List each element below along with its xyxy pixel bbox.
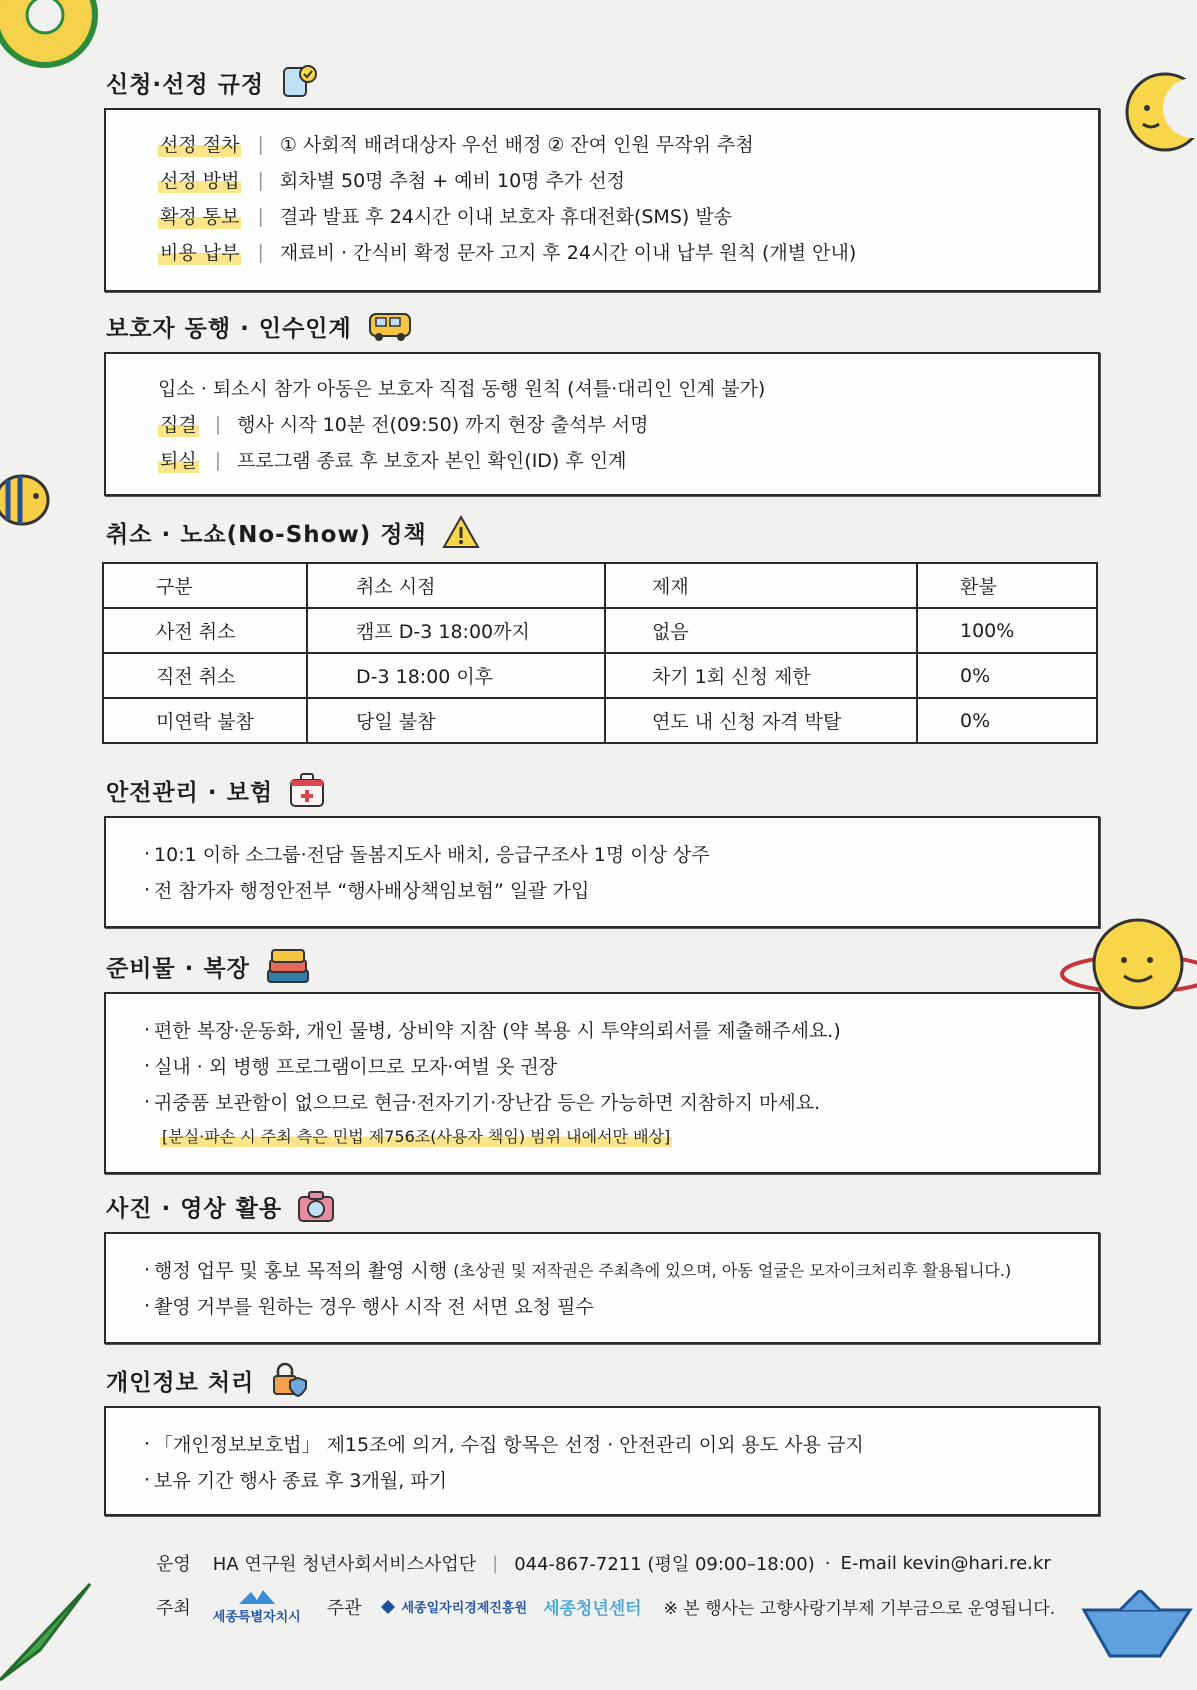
list-item (144, 1292, 594, 1319)
warning-icon (441, 514, 481, 550)
section-title-privacy (106, 1362, 308, 1398)
section-title-photo (106, 1188, 336, 1224)
list-item (144, 1016, 841, 1043)
bullet: · (144, 842, 151, 865)
selection-row (158, 166, 625, 193)
list-item-text: 보유 기간 행사 종료 후 3개월, 파기 (154, 1470, 448, 1492)
column-header: 제재 (605, 563, 917, 608)
divider: | (257, 240, 264, 263)
row-label: 퇴실 (158, 446, 199, 473)
table-cell: 0% (917, 698, 1097, 743)
row-label: 집결 (158, 410, 199, 437)
divider: | (257, 204, 264, 227)
divider: | (214, 412, 222, 435)
liability-note (160, 1124, 672, 1147)
section-title-text: 안전관리 · 보험 (106, 779, 274, 806)
table-cell: 없음 (605, 608, 917, 653)
section-title-guardian (106, 308, 414, 344)
list-item (144, 1088, 820, 1115)
list-item-text: 10:1 이하 소그룹·전담 돌봄지도사 배치, 응급구조사 1명 이상 상주 (154, 844, 710, 866)
section-title-text: 신청·선정 규정 (106, 71, 265, 98)
table-cell: 캠프 D-3 18:00까지 (307, 608, 605, 653)
bullet: · (144, 1432, 151, 1455)
contact-email[interactable]: E-mail kevin@hari.re.kr (840, 1552, 1051, 1574)
bullet: · (144, 1054, 151, 1077)
bullet: · (144, 1018, 151, 1041)
guardian-intro (158, 374, 765, 401)
operator-label: 운영 (156, 1554, 191, 1575)
list-item-text: 편한 복장·운동화, 개인 물병, 상비약 지참 (약 복용 시 투약의뢰서를 제출해주세요.) (154, 1020, 841, 1042)
list-item (144, 840, 710, 867)
lock-shield-icon (268, 1362, 308, 1398)
list-item-text: 귀중품 보관함이 없으므로 현금·전자기기·장난감 등은 가능하면 지참하지 마세요. (154, 1092, 821, 1114)
list-item-text: 「개인정보보호법」 제15조에 의거, 수집 항목은 선정 · 안전관리 이외 용도 사용 금지 (154, 1434, 864, 1456)
section-title-text: 개인정보 처리 (106, 1369, 255, 1396)
operator-name: HA 연구원 청년사회서비스사업단 (212, 1554, 477, 1575)
table-cell: 차기 1회 신청 제한 (605, 653, 917, 698)
photo-box (104, 1232, 1100, 1344)
host-logo (213, 1588, 301, 1625)
table-cell: 연도 내 신청 자격 박탈 (605, 698, 917, 743)
column-header: 취소 시점 (307, 563, 605, 608)
row-text: 재료비 · 간식비 확정 문자 고지 후 24시간 이내 납부 원칙 (개별 안내) (279, 242, 857, 264)
divider: | (257, 132, 264, 155)
table-header-row (103, 563, 1097, 608)
list-item (144, 1466, 447, 1493)
bus-icon (366, 308, 414, 344)
column-header: 환불 (917, 563, 1097, 608)
organizer-label: 주관 (326, 1597, 362, 1619)
moon-doodle-icon (1125, 68, 1197, 158)
job-agency-logo-icon (379, 1598, 397, 1616)
table-cell: 사전 취소 (103, 608, 307, 653)
phone-check-icon (278, 64, 318, 100)
funding-notice: ※ 본 행사는 고향사랑기부제 기부금으로 운영됩니다. (663, 1599, 1056, 1619)
list-item-text: 행정 업무 및 홍보 목적의 촬영 시행 (154, 1260, 448, 1282)
bullet: · (144, 1294, 151, 1317)
divider: | (214, 448, 222, 471)
row-text: 회차별 50명 추첨 + 예비 10명 추가 선정 (279, 170, 626, 192)
cancel-policy-table (102, 562, 1098, 744)
bullet: · (144, 878, 151, 901)
dot-separator: · (824, 1552, 831, 1574)
section-title-text: 보호자 동행 · 인수인계 (106, 315, 352, 342)
guardian-row (158, 410, 648, 437)
sejong-city-logo-icon (237, 1588, 277, 1606)
safety-box (104, 816, 1100, 928)
section-title-text: 준비물 · 복장 (106, 955, 250, 982)
supplies-box (104, 992, 1100, 1174)
section-title-text: 취소 · 노쇼(No-Show) 정책 (106, 521, 427, 548)
divider: | (257, 168, 264, 191)
bee-doodle-icon (0, 460, 52, 530)
list-item (144, 1256, 1011, 1283)
table-cell: 당일 불참 (307, 698, 605, 743)
row-label: 선정 절차 (158, 130, 241, 157)
divider: | (492, 1552, 499, 1574)
donut-doodle-icon (0, 0, 110, 70)
row-label: 확정 통보 (158, 202, 241, 229)
paper-plane-doodle-icon (0, 1580, 100, 1690)
folded-clothes-icon (264, 946, 312, 986)
bullet: · (144, 1258, 151, 1281)
selection-row (158, 202, 732, 229)
table-cell: 직전 취소 (103, 653, 307, 698)
footer-contact (156, 1550, 1051, 1576)
table-cell: 0% (917, 653, 1097, 698)
footer-organizers (156, 1588, 1055, 1625)
intro-text: 입소 · 퇴소시 참가 아동은 보호자 직접 동행 원칙 (셔틀·대리인 인계 불가) (158, 378, 766, 400)
bullet: · (144, 1090, 151, 1113)
guardian-row (158, 446, 626, 473)
row-label: 선정 방법 (158, 166, 241, 193)
list-item-text: 전 참가자 행정안전부 “행사배상책임보험” 일괄 가입 (154, 880, 590, 902)
selection-box (104, 108, 1100, 292)
section-title-safety (106, 770, 327, 810)
list-item-text: 실내 · 외 병행 프로그램이므로 모자·여벌 옷 권장 (154, 1056, 558, 1078)
list-item-subtext: (초상권 및 저작권은 주최측에 있으며, 아동 얼굴은 모자이크처리후 활용됩니다.) (453, 1261, 1012, 1280)
table-row (103, 653, 1097, 698)
table-cell: 100% (917, 608, 1097, 653)
selection-row (158, 130, 754, 157)
table-cell: 미연락 불참 (103, 698, 307, 743)
note-text: [분실·파손 시 주최 측은 민법 제756조(사용자 책임) 범위 내에서만 배상] (160, 1124, 672, 1147)
youth-center-logo-text: 세종청년센터 (543, 1599, 642, 1619)
camera-icon (296, 1188, 336, 1224)
table-row (103, 608, 1097, 653)
list-item (144, 1430, 864, 1457)
table-cell: D-3 18:00 이후 (307, 653, 605, 698)
row-text: ① 사회적 배려대상자 우선 배정 ② 잔여 인원 무작위 추첨 (279, 134, 754, 156)
section-title-supplies (106, 946, 312, 986)
host-logo-text: 세종특별자치시 (212, 1610, 301, 1625)
table-row (103, 698, 1097, 743)
list-item (144, 1052, 557, 1079)
list-item-text: 촬영 거부를 원하는 경우 행사 시작 전 서면 요청 필수 (154, 1296, 594, 1318)
row-text: 결과 발표 후 24시간 이내 보호자 휴대전화(SMS) 발송 (279, 206, 733, 228)
paper-boat-doodle-icon (1080, 1590, 1197, 1660)
section-title-cancel (106, 514, 481, 550)
first-aid-kit-icon (287, 770, 327, 810)
column-header: 구분 (103, 563, 307, 608)
bullet: · (144, 1468, 151, 1491)
list-item (144, 876, 589, 903)
guardian-box (104, 352, 1100, 496)
privacy-box (104, 1406, 1100, 1516)
host-label: 주최 (156, 1597, 191, 1619)
row-text: 행사 시작 10분 전(09:50) 까지 현장 출석부 서명 (237, 414, 649, 436)
section-title-selection (106, 64, 318, 100)
row-label: 비용 납부 (158, 238, 241, 265)
selection-row (158, 238, 856, 265)
row-text: 프로그램 종료 후 보호자 본인 확인(ID) 후 인계 (237, 450, 627, 472)
section-title-text: 사진 · 영상 활용 (106, 1195, 283, 1222)
contact-phone: 044-867-7211 (평일 09:00–18:00) (514, 1554, 815, 1575)
organizer-logo-text: 세종일자리경제진흥원 (401, 1601, 528, 1616)
